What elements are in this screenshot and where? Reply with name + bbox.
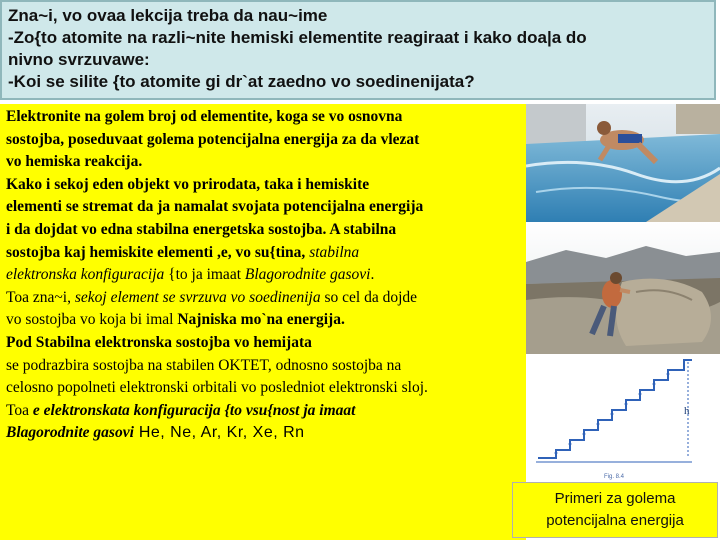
noble-gases-list: He, Ne, Ar, Kr, Xe, Rn xyxy=(133,424,305,442)
text-span: Toa zna~i, xyxy=(6,288,75,306)
text-span: elektronska konfiguracija xyxy=(6,266,165,284)
text-span: e elektronskata konfiguracija {to vsu{nost ja imaat xyxy=(32,401,356,419)
body-line: i da dojdat vo edna stabilna energetska sostojba. A stabilna xyxy=(6,220,397,238)
body-line: elementi se stremat da ja namalat svojata potencijalna energija xyxy=(6,198,424,216)
body-line xyxy=(6,287,524,310)
text-span: Blagorodnite gasovi xyxy=(244,266,371,284)
text-span: . xyxy=(370,266,375,284)
staircase-figure xyxy=(526,354,720,482)
body-line: Pod Stabilna elektronska sostojba vo hemijata xyxy=(6,333,312,351)
caption-line-2: potencijalna energija xyxy=(546,512,684,529)
body-line: celosno popolneti elektronski orbitali vo posledniot elektronski sloj. xyxy=(6,379,428,397)
figure-height-label: h xyxy=(684,405,690,417)
header-line-2: -Zo{to atomite na razli~nite hemiski elementite reagiraat i kako doa|a do xyxy=(8,28,587,47)
body-line xyxy=(6,264,524,287)
text-span: Toa xyxy=(6,401,33,419)
body-line: Elektronite na golem broj od elementite, koga se vo osnovna xyxy=(6,108,403,125)
text-span: vo sostojba vo koja bi imal xyxy=(6,311,178,329)
text-span: so cel da dojde xyxy=(320,288,418,306)
body-line: Kako i sekoj eden objekt vo prirodata, taka i hemiskite xyxy=(6,175,370,193)
boulder-photo xyxy=(526,222,720,354)
caption-line-1: Primeri za golema xyxy=(554,490,676,507)
body-line: se podrazbira sostojba na stabilen OKTET, odnosno sostojba na xyxy=(6,356,402,374)
text-span: stabilna xyxy=(309,243,360,261)
text-span: Blagorodnite gasovi xyxy=(6,424,134,442)
header-line-3: nivno svrzuvawe: xyxy=(8,50,150,69)
diver-photo xyxy=(526,104,720,222)
body-line xyxy=(6,422,524,445)
text-span: sekoj element se svrzuva vo soedinenija xyxy=(74,288,321,306)
lesson-goals-header xyxy=(0,0,716,100)
body-line xyxy=(6,242,524,265)
text-span: {to ja imaat xyxy=(164,266,245,284)
body-line: vo hemiska reakcija. xyxy=(6,153,143,171)
text-span: Najniska mo`na energija. xyxy=(177,311,345,329)
header-line-1: Zna~i, vo ovaa lekcija treba da nau~ime xyxy=(8,6,328,25)
header-line-4: -Koi se silite {to atomite gi dr`at zaedno vo soedinenijata? xyxy=(8,72,475,91)
figure-number-label: Fig. 8.4 xyxy=(604,474,625,480)
body-line xyxy=(6,309,524,332)
body-text xyxy=(6,106,524,445)
body-line xyxy=(6,400,524,423)
body-line: sostojba, poseduvaat golema potencijalna energija za da vlezat xyxy=(6,130,420,148)
image-caption xyxy=(512,482,718,538)
text-span: sostojba kaj hemiskite elementi ,e, vo su{tina, xyxy=(6,243,310,261)
